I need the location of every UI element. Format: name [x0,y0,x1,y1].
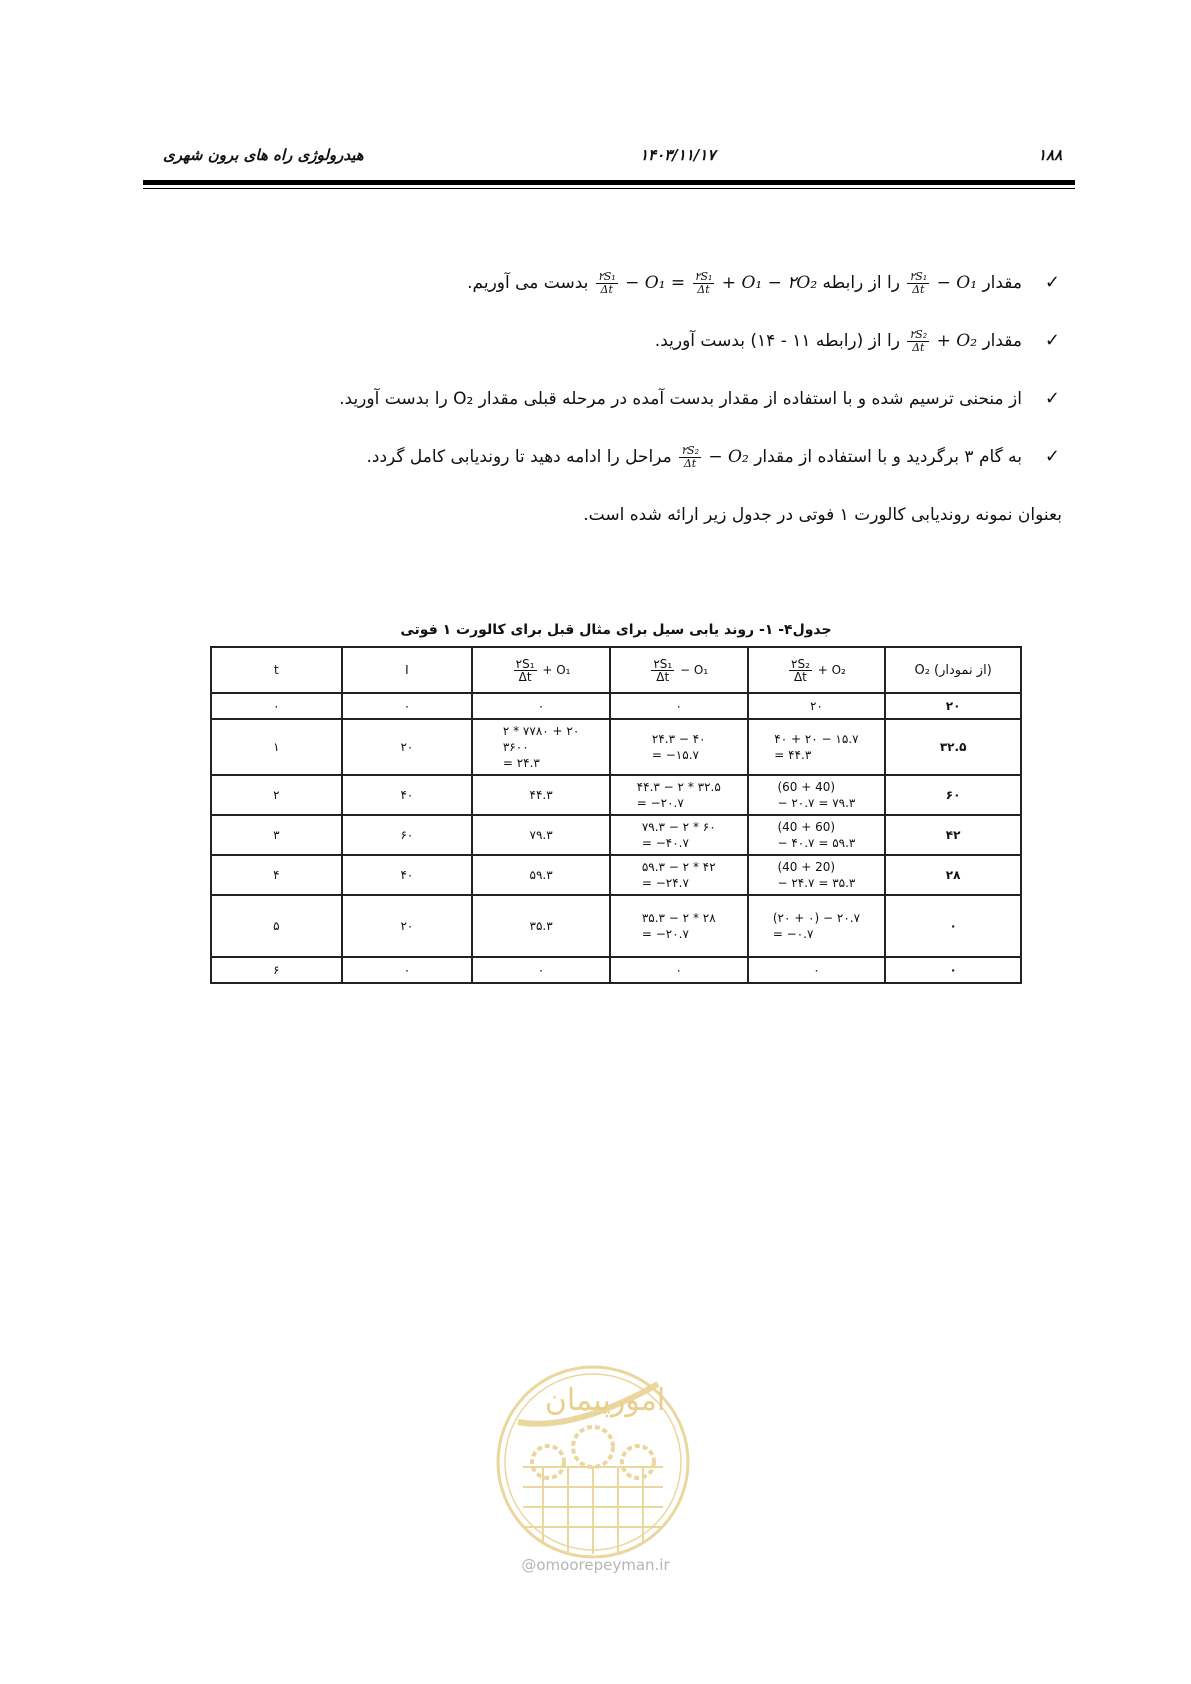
cell-line: ۲ * ۷۷۸۰ + ۲۰ [502,724,580,738]
cell-line: ۲ [273,788,280,802]
cell-line: ۴۴.۳ − ۲ * ۳۲.۵ [636,780,721,794]
cell-line: (۲۰ + ۰) − ۲۰.۷ [772,911,861,925]
header-o2: O₂ (از نمودار) [885,647,1021,693]
table-row [211,855,1021,895]
cell-2s2-plus-o2 [748,957,886,983]
cell-line: = −۰.۷ [772,927,814,941]
table-row [211,815,1021,855]
cell-line: ۲۴.۳ − ۴۰ [651,732,706,746]
bullet-text: را از رابطه [822,273,900,293]
cell-i [342,719,473,775]
cell-2s1-minus-o1 [610,719,748,775]
cell-line: ۵ [273,919,280,933]
cell-2s2-plus-o2 [748,775,886,815]
cell-i [342,895,473,957]
formula: $\frac{\text{۲S₁}}{\Delta t}$ − O₁ = $\frac{\text{۲S₁}}{\Delta t}$ + O₁ − ۲O₂ [597,270,818,296]
bullet-text: مراحل را ادامه دهید تا روندیابی کامل گردد. [366,447,672,467]
cell-2s1-minus-o1 [610,693,748,719]
cell-2s2-plus-o2 [748,855,886,895]
cell-line: = ۴۴.۳ [774,748,812,762]
cell-t [211,895,342,957]
cell-i [342,815,473,855]
cell-line: ۳۲.۵ [939,740,967,754]
cell-line: ۲۰ [400,919,414,933]
cell-line: ۶۰ [400,828,414,842]
cell-line: ۱ [273,740,280,754]
cell-line: = ۲۴.۳ [502,756,540,770]
bullet-text: از منحنی ترسیم شده و با استفاده از مقدار بدست آمده در مرحله قبلی مقدار O₂ را بدست آورید. [339,389,1022,409]
cell-line: ۰ [273,699,280,713]
cell-line: ۴۲ [945,828,961,842]
cell-o2 [885,895,1021,957]
cell-t [211,957,342,983]
formula: $\frac{\text{۲S₂}}{\Delta t}$ − O₂ [681,444,749,470]
cell-line: ۷۹.۳ [529,828,553,842]
cell-2s1-minus-o1 [610,855,748,895]
cell-t [211,719,342,775]
cell-o2 [885,957,1021,983]
checkmark-icon: ✓ [1044,330,1060,351]
cell-2s2-plus-o2 [748,815,886,855]
cell-t [211,775,342,815]
intro-paragraph: بعنوان نمونه روندیابی کالورت ۱ فوتی در جدول زیر ارائه شده است. [583,505,1062,525]
cell-line: − ۲۴.۷ = ۳۵.۳ [777,876,856,890]
cell-2s1-plus-o1 [472,815,610,855]
watermark-logo [493,1362,693,1562]
cell-line: = −۲۴.۷ [641,876,689,890]
cell-line: = −۱۵.۷ [651,748,699,762]
cell-line: (40 + 60) [777,820,836,834]
header-t: t [211,647,342,693]
cell-line: ۶ [273,963,280,977]
bullet-text: را از (رابطه ۱۱ - ۱۴) بدست آورید. [654,331,900,351]
table-header-row [211,647,1021,693]
cell-t [211,855,342,895]
body-content [240,268,1070,530]
cell-o2 [885,693,1021,719]
cell-line: ۰ [813,963,820,977]
cell-o2 [885,719,1021,775]
cell-2s2-plus-o2 [748,693,886,719]
bullet-3 [240,384,1070,414]
table-row [211,895,1021,957]
header-rule-thin [143,188,1075,189]
cell-line: ۲۰ [400,740,414,754]
routing-table [210,646,1022,984]
cell-2s1-minus-o1 [610,815,748,855]
cell-i [342,855,473,895]
cell-line: ۴ [273,868,280,882]
table-row [211,693,1021,719]
cell-2s1-minus-o1 [610,895,748,957]
cell-line: − ۲۰.۷ = ۷۹.۳ [777,796,856,810]
cell-line: ۰ [403,963,411,977]
cell-line: ۲۰ [945,699,961,713]
cell-t [211,815,342,855]
cell-line: ۰ [949,963,957,977]
header-2s2-plus-o2: $\frac{\text{۲S₂}}{\Delta t}$ + O₂ [748,647,886,693]
cell-2s1-plus-o1 [472,719,610,775]
cell-line: ۴۴.۳ [529,788,553,802]
cell-2s1-minus-o1 [610,775,748,815]
cell-2s2-plus-o2 [748,719,886,775]
cell-line: (40 + 20) [777,860,836,874]
bullet-text: مقدار [982,331,1022,351]
header-date: ۱۴۰۳/۱۱/۱۷ [640,146,716,164]
bullet-2 [240,326,1070,356]
table-row [211,957,1021,983]
formula: $\frac{\text{۲S₁}}{\Delta t}$ − O₁ [909,270,978,296]
cell-line: ۳۶۰۰ [502,740,529,754]
cell-i [342,775,473,815]
cell-2s1-plus-o1 [472,693,610,719]
cell-line: ۳ [273,828,280,842]
cell-line: ۰ [675,963,682,977]
checkmark-icon: ✓ [1044,446,1060,467]
cell-line: (60 + 40) [777,780,836,794]
cell-line: ۰ [537,699,545,713]
checkmark-icon: ✓ [1044,388,1060,409]
cell-line: ۴۰ [400,788,414,802]
cell-2s1-minus-o1 [610,957,748,983]
cell-line: − ۴۰.۷ = ۵۹.۳ [777,836,856,850]
cell-line: ۴۰ [400,868,414,882]
cell-line: ۳۵.۳ − ۲ * ۲۸ [641,911,716,925]
cell-line: ۲۸ [945,868,961,882]
bullet-1 [240,268,1070,298]
cell-line: ۷۹.۳ − ۲ * ۶۰ [641,820,716,834]
cell-2s1-plus-o1 [472,775,610,815]
page-number: ۱۸۸ [1038,146,1063,164]
bullet-text: مقدار [982,273,1022,293]
cell-line: ۶۰ [945,788,961,802]
cell-i [342,957,473,983]
checkmark-icon: ✓ [1044,272,1060,293]
cell-line: ۲۰ [809,699,823,713]
cell-line: ۰ [537,963,545,977]
cell-line: ۳۵.۳ [529,919,553,933]
header-i: I [342,647,473,693]
cell-o2 [885,855,1021,895]
cell-2s1-plus-o1 [472,895,610,957]
cell-line: ۵۹.۳ − ۲ * ۴۲ [641,860,716,874]
formula: $\frac{\text{۲S₂}}{\Delta t}$ + O₂ [909,328,978,354]
header-2s1-plus-o1: $\frac{\text{۲S₁}}{\Delta t}$ + O₁ [472,647,610,693]
cell-line: ۵۹.۳ [529,868,553,882]
table-caption: جدول۴- ۱- روند یابی سیل برای مثال قبل برای کالورت ۱ فوتی [400,622,832,638]
table-row [211,719,1021,775]
cell-line: ۰ [949,919,957,933]
watermark-site: @omoorepeyman.ir [521,1556,670,1574]
book-title: هیدرولوژی راه های برون شهری [163,146,364,164]
cell-o2 [885,815,1021,855]
svg-text:امورپیمان: امورپیمان [544,1383,666,1418]
cell-line: = −۲۰.۷ [641,927,689,941]
bullet-text: به گام ۳ برگردید و با استفاده از مقدار [754,447,1022,467]
cell-line: = −۴۰.۷ [641,836,689,850]
cell-i [342,693,473,719]
cell-line: = −۲۰.۷ [636,796,684,810]
cell-o2 [885,775,1021,815]
bullet-text: بدست می آوریم. [467,273,589,293]
table-row [211,775,1021,815]
cell-line: ۴۰ + ۲۰ − ۱۵.۷ [774,732,859,746]
cell-line: ۰ [403,699,411,713]
bullet-4 [240,442,1070,472]
cell-line: ۰ [675,699,682,713]
cell-2s1-plus-o1 [472,855,610,895]
cell-2s2-plus-o2 [748,895,886,957]
header-rule-thick [143,180,1075,185]
cell-2s1-plus-o1 [472,957,610,983]
header-2s1-minus-o1: $\frac{\text{۲S₁}}{\Delta t}$ − O₁ [610,647,748,693]
cell-t [211,693,342,719]
